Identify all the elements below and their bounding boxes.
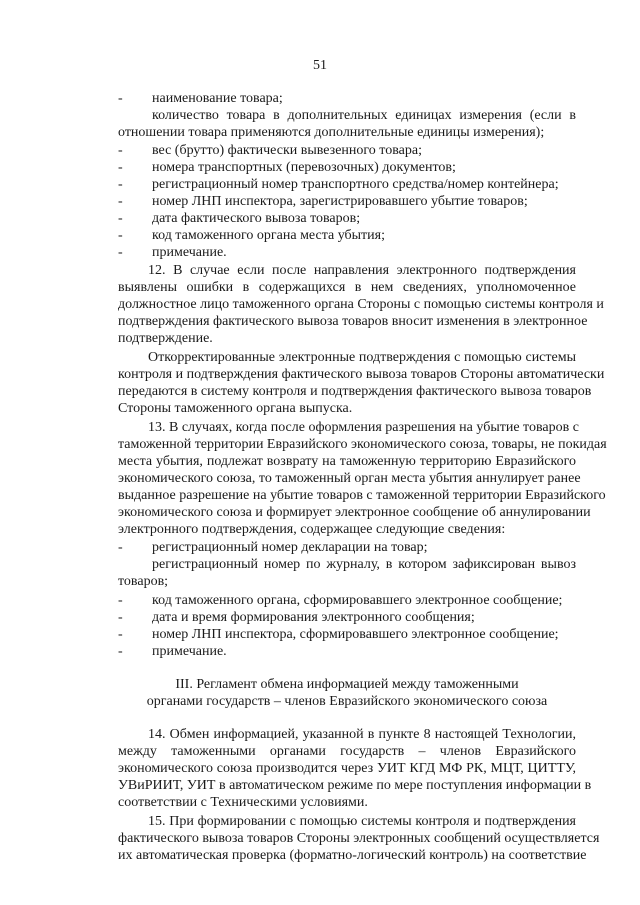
paragraph-line: таможенной территории Евразийского экономического союза, товары, не покидая (118, 437, 607, 452)
paragraph-line: выданное разрешение на убытие товаров с таможенной территории Евразийского (118, 488, 606, 503)
list-item-continuation: товаров; (118, 574, 169, 589)
paragraph-line: фактического вывоза товаров Стороны электронных сообщений осуществляется (118, 831, 600, 846)
paragraph-line: контроля и подтверждения фактического вывоза товаров Стороны автоматически (118, 367, 605, 382)
paragraph-line: подтверждение. (118, 331, 213, 346)
paragraph-line: электронного подтверждения, содержащее следующие сведения: (118, 522, 506, 537)
paragraph-line: подтверждения фактического вывоза товаров вносит изменения в электронное (118, 314, 588, 329)
paragraph-line: их автоматическая проверка (форматно-логический контроль) на соответствие (118, 848, 587, 863)
paragraph-line: места убытия, подлежат возврату на таможенную территорию Евразийского (118, 454, 576, 469)
paragraph-line: 15. При формировании с помощью системы контроля и подтверждения (148, 814, 576, 829)
paragraph-line: 12. В случае если после направления электронного подтверждения (148, 263, 576, 278)
paragraph-line: между таможенными органами государств – членов Евразийского (118, 744, 576, 759)
document-page: 51 - наименование товара; количество товара в дополнительных единицах измерения (если в отношении товара применяются дополнительные единицы измерения); - вес (брутто) фактически вывезенного товара; - номера транспортных (перевозочных) документов; - регистрационный номер транспортного средства/номер контейнера; - номер ЛНП инспектора, зарегистрировавшего убытие товаров; - дата фактического вывоза товаров; - код таможенного органа места убытия; - примечание. 12. В случае если после направления электронного подтверждения выявлены ошибки в содержащихся в нем сведениях, уполномоченное должностное лицо таможенного органа Стороны с помощью системы контроля и подтверждения фактического вывоза товаров вносит изменения в электронное подтверждение. Откорректированные электронные подтверждения с помощью системы контроля и подтверждения фактического вывоза товаров Стороны автоматически передаются в систему контроля и подтверждения фактического вывоза товаров Стороны таможенного органа выпуска. 13. В случаях, когда после оформления разрешения на убытие товаров с таможенной территории Евразийского экономического союза, товары, не покидая места убытия, подлежат возврату на таможенную территорию Евразийского экономического союза, то таможенный орган места убытия аннулирует ранее выданное разрешение на убытие товаров с таможенной территории Евразийского экономического союза и формирует электронное сообщение об аннулировании электронного подтверждения, содержащее следующие сведения: - регистрационный номер декларации на товар; регистрационный номер по журналу, в котором зафиксирован вывоз товаров; - код таможенного органа, сформировавшего электронное сообщение; - дата и время формирования электронного сообщения; - номер ЛНП инспектора, сформировавшего электронное сообщение; - примечание. III. Регламент обмена информацией между таможенными органами государств – членов Евразийского экономического союза 14. Обмен информацией, указанной в пункте 8 настоящей Технологии, между таможенными органами государств – членов Евразийского экономического союза производится через УИТ КГД МФ РК, МЦТ, ЦИТТУ, УВиРИИТ, УИТ в автоматическом режиме по мере поступления информации в соответствии с Техническими условиями. 15. При формировании с помощью системы контроля и подтверждения фактического вывоза товаров Стороны электронных сообщений осуществляется их автоматическая проверка (форматно-логический контроль) на соответствие (0, 0, 640, 905)
section-heading: органами государств – членов Евразийского экономического союза (146, 694, 548, 709)
page-number: 51 (313, 58, 327, 73)
section-heading: III. Регламент обмена информацией между таможенными (175, 677, 519, 692)
paragraph-line: УВиРИИТ, УИТ в автоматическом режиме по мере поступления информации в (118, 778, 592, 793)
paragraph-line: 14. Обмен информацией, указанной в пункте 8 настоящей Технологии, (148, 727, 576, 742)
paragraph-line: Откорректированные электронные подтверждения с помощью системы (148, 350, 576, 365)
paragraph-line: Стороны таможенного органа выпуска. (118, 401, 353, 416)
paragraph-line: экономического союза, то таможенный орган места убытия аннулирует ранее (118, 471, 581, 486)
paragraph-line: выявлены ошибки в содержащихся в нем сведениях, уполномоченное (118, 280, 576, 295)
paragraph-line: экономического союза производится через УИТ КГД МФ РК, МЦТ, ЦИТТУ, (118, 761, 576, 776)
paragraph-line: экономического союза и формирует электронное сообщение об аннулировании (118, 505, 591, 520)
paragraph-line: передаются в систему контроля и подтверждения фактического вывоза товаров (118, 384, 592, 399)
list-item: количество товара в дополнительных единицах измерения (если в (152, 108, 576, 123)
paragraph-line: должностное лицо таможенного органа Стороны с помощью системы контроля и (118, 297, 604, 312)
paragraph-line: 13. В случаях, когда после оформления разрешения на убытие товаров с (148, 420, 579, 435)
paragraph-line: соответствии с Техническими условиями. (118, 795, 368, 810)
list-item-continuation: отношении товара применяются дополнительные единицы измерения); (118, 125, 545, 140)
list-item: регистрационный номер по журналу, в котором зафиксирован вывоз (152, 557, 576, 572)
